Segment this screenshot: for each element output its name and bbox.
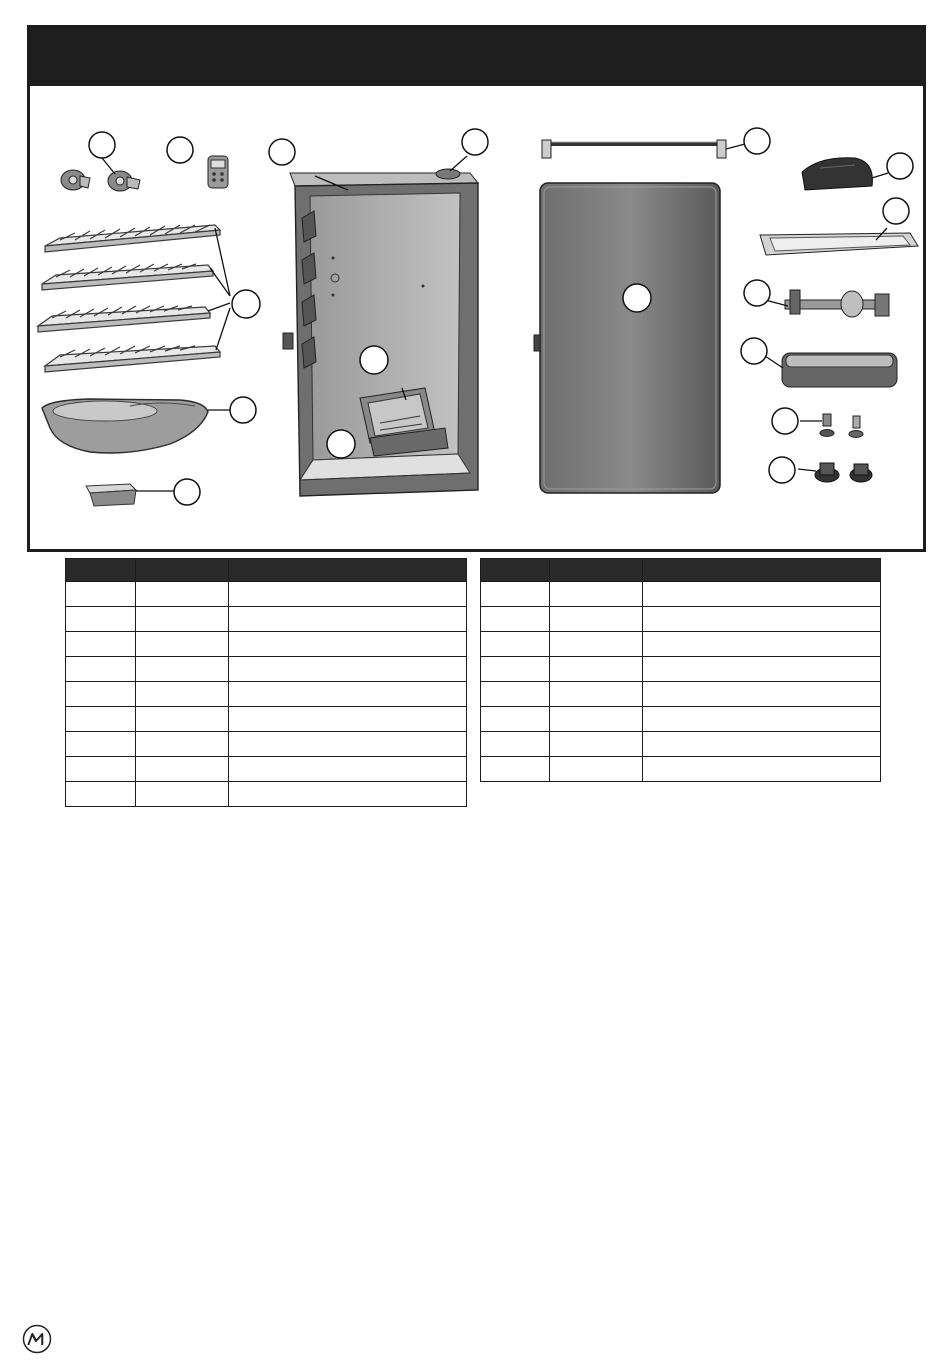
- table-cell: [481, 632, 550, 657]
- wood-chip-tray: [86, 484, 175, 506]
- table-cell: [481, 732, 550, 757]
- table-row: [66, 582, 467, 607]
- callout-water-bowl: [230, 397, 256, 423]
- column-header: [481, 559, 550, 582]
- table-cell: [550, 732, 643, 757]
- callout-wheels: [89, 132, 115, 158]
- column-header: [643, 559, 881, 582]
- table-cell: [229, 707, 467, 732]
- table-row: [481, 707, 881, 732]
- table-row: [66, 632, 467, 657]
- table-row: [481, 682, 881, 707]
- table-row: [66, 782, 467, 807]
- table-cell: [136, 682, 229, 707]
- table-cell: [229, 732, 467, 757]
- callout-remote: [167, 137, 193, 163]
- water-bowl: [42, 399, 230, 453]
- table-cell: [643, 682, 881, 707]
- table-cell: [643, 757, 881, 782]
- leveling-knobs: [798, 463, 872, 482]
- parts-table-right: [480, 558, 881, 782]
- table-cell: [229, 657, 467, 682]
- wheel-right: [108, 171, 140, 191]
- table-row: [481, 607, 881, 632]
- table-cell: [643, 657, 881, 682]
- table-cell: [643, 582, 881, 607]
- table-cell: [550, 582, 643, 607]
- table-row: [66, 607, 467, 632]
- cooking-rack-3: [38, 306, 210, 332]
- callout-leveling-screws: [772, 408, 798, 434]
- table-cell: [550, 632, 643, 657]
- table-cell: [481, 582, 550, 607]
- table-cell: [229, 607, 467, 632]
- smoker-door: [534, 183, 720, 493]
- table-cell: [643, 707, 881, 732]
- column-header: [136, 559, 229, 582]
- table-cell: [643, 632, 881, 657]
- table-cell: [66, 607, 136, 632]
- top-vent: [436, 169, 460, 179]
- table-cell: [136, 707, 229, 732]
- table-cell: [136, 582, 229, 607]
- table-cell: [229, 782, 467, 807]
- table-cell: [643, 732, 881, 757]
- table-cell: [550, 682, 643, 707]
- knob-right: [850, 464, 872, 482]
- table-cell: [643, 607, 881, 632]
- table-cell: [550, 607, 643, 632]
- callout-hinge-bar: [744, 128, 770, 154]
- table-cell: [550, 757, 643, 782]
- table-row: [481, 757, 881, 782]
- table-cell: [66, 582, 136, 607]
- table-cell: [136, 757, 229, 782]
- table-cell: [136, 632, 229, 657]
- remote-controller: [208, 156, 228, 188]
- cooking-rack-4: [45, 346, 220, 372]
- exploded-parts-diagram: [30, 28, 923, 549]
- table-cell: [66, 732, 136, 757]
- callout-grease-drawer: [741, 338, 767, 364]
- table-header-row: [66, 559, 467, 582]
- callout-wood-chip-tray: [174, 479, 200, 505]
- table-cell: [136, 782, 229, 807]
- callout-racks: [232, 290, 260, 318]
- cooking-racks: [38, 225, 230, 372]
- column-header: [229, 559, 467, 582]
- callout-body: [269, 139, 295, 165]
- parts-diagram-frame: [27, 25, 926, 552]
- callout-knobs: [769, 457, 795, 483]
- cooking-rack-1: [45, 225, 220, 252]
- table-cell: [481, 607, 550, 632]
- table-row: [481, 582, 881, 607]
- callout-door-latch: [744, 280, 770, 306]
- grease-drawer: [765, 353, 897, 387]
- callout-vent: [462, 129, 488, 155]
- table-cell: [229, 757, 467, 782]
- table-cell: [481, 707, 550, 732]
- table-cell: [66, 757, 136, 782]
- table-row: [481, 632, 881, 657]
- table-cell: [229, 582, 467, 607]
- table-cell: [550, 707, 643, 732]
- table-cell: [136, 607, 229, 632]
- top-cover: [802, 158, 888, 190]
- table-cell: [481, 757, 550, 782]
- side-handle: [283, 333, 293, 349]
- table-row: [66, 657, 467, 682]
- callout-heating-element: [360, 346, 388, 374]
- cooking-rack-2: [42, 264, 213, 290]
- table-row: [66, 707, 467, 732]
- drip-tray: [760, 228, 918, 255]
- table-cell: [136, 657, 229, 682]
- table-cell: [481, 657, 550, 682]
- callout-element-base: [327, 430, 355, 458]
- table-header-row: [481, 559, 881, 582]
- table-cell: [66, 707, 136, 732]
- leveling-screws: [800, 414, 863, 438]
- table-cell: [66, 782, 136, 807]
- door-latch: [765, 290, 889, 317]
- wheel-left: [61, 170, 90, 190]
- parts-table-left: [65, 558, 467, 807]
- table-cell: [550, 657, 643, 682]
- table-row: [66, 732, 467, 757]
- column-header: [550, 559, 643, 582]
- table-row: [481, 732, 881, 757]
- knob-left: [815, 463, 839, 482]
- smoker-cabinet-body: [283, 156, 478, 496]
- table-row: [66, 757, 467, 782]
- callout-drip-tray: [883, 198, 909, 224]
- wheels: [61, 158, 140, 191]
- table-cell: [481, 682, 550, 707]
- screw-left: [820, 414, 834, 437]
- table-cell: [136, 732, 229, 757]
- column-header: [66, 559, 136, 582]
- table-cell: [66, 657, 136, 682]
- table-cell: [229, 632, 467, 657]
- table-cell: [66, 632, 136, 657]
- door-hinge-bar: [542, 140, 745, 158]
- callout-door: [623, 284, 651, 312]
- table-row: [66, 682, 467, 707]
- table-cell: [66, 682, 136, 707]
- screw-right: [849, 416, 863, 438]
- table-cell: [229, 682, 467, 707]
- brand-m-logo-icon: [22, 1324, 52, 1354]
- callout-top-cover: [887, 153, 913, 179]
- table-row: [481, 657, 881, 682]
